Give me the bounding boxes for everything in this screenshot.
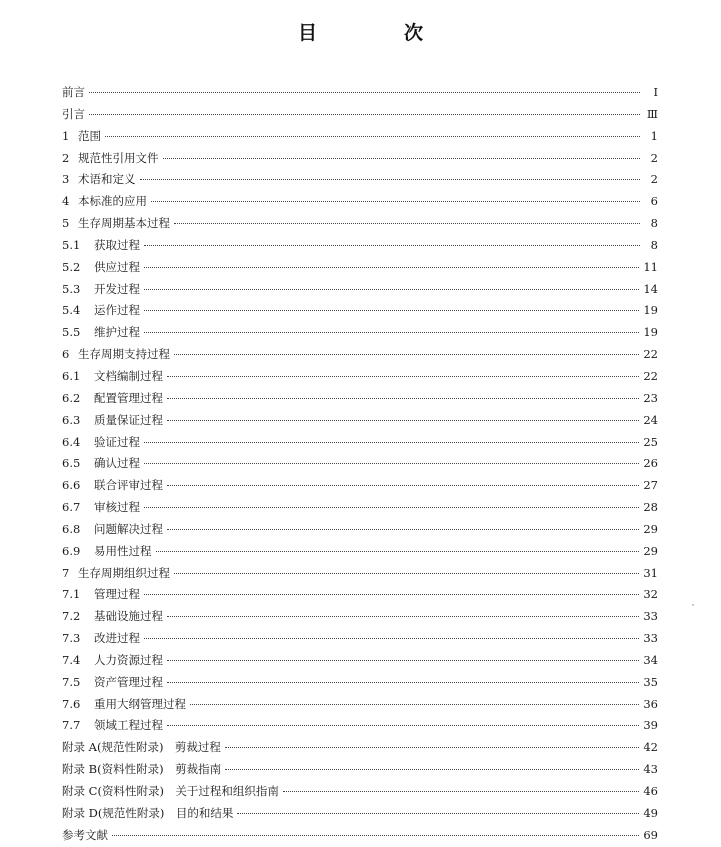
- toc-entry[interactable]: [62, 803, 658, 825]
- toc-entry-number: 6.6: [62, 478, 81, 493]
- toc-entry-page-number: 19: [643, 325, 658, 340]
- toc-entry-label: 术语和定义: [78, 172, 136, 187]
- toc-entry-number: 7: [62, 565, 70, 580]
- toc-entry-label: 质量保证过程: [94, 412, 163, 427]
- toc-entry[interactable]: [62, 694, 658, 716]
- toc-entry-label: 生存周期组织过程: [78, 565, 170, 580]
- toc-entry-label: 问题解决过程: [94, 521, 163, 536]
- toc-entry[interactable]: [62, 453, 658, 475]
- page-title: 目 次: [297, 22, 457, 44]
- toc-entry-number: 5.4: [62, 303, 81, 318]
- dot-leader: [283, 791, 639, 792]
- toc-entry-page-number: 2: [650, 150, 658, 165]
- dot-leader: [167, 660, 639, 661]
- dot-leader: [144, 289, 639, 290]
- dot-leader: [144, 310, 639, 311]
- dot-leader: [167, 485, 639, 486]
- toc-entry-page-number: 27: [643, 478, 658, 493]
- table-of-contents: [62, 82, 658, 847]
- toc-entry[interactable]: [62, 279, 658, 301]
- dot-leader: [225, 769, 639, 770]
- toc-entry[interactable]: [62, 191, 658, 213]
- toc-entry-page-number: 35: [643, 674, 658, 689]
- toc-entry-number: 4: [62, 194, 70, 209]
- toc-entry-label: 生存周期基本过程: [78, 216, 170, 231]
- toc-entry-page-number: 31: [643, 565, 658, 580]
- toc-entry[interactable]: [62, 628, 658, 650]
- toc-entry-page-number: 2: [650, 172, 658, 187]
- toc-entry-page-number: 32: [643, 587, 658, 602]
- toc-entry-number: 7.5: [62, 674, 81, 689]
- toc-entry-label: 联合评审过程: [94, 478, 163, 493]
- dot-leader: [174, 573, 639, 574]
- dot-leader: [144, 442, 639, 443]
- toc-entry-number: 5.5: [62, 325, 81, 340]
- toc-entry-page-number: 49: [643, 805, 658, 820]
- toc-entry-label: 附录 D(规范性附录) 目的和结果: [62, 805, 234, 820]
- toc-entry[interactable]: [62, 541, 658, 563]
- toc-entry[interactable]: [62, 213, 658, 235]
- toc-entry-page-number: 1: [650, 128, 658, 143]
- toc-entry-page-number: 19: [643, 303, 658, 318]
- toc-entry-page-number: 69: [643, 827, 658, 842]
- toc-entry[interactable]: [62, 322, 658, 344]
- toc-entry[interactable]: [62, 672, 658, 694]
- toc-entry-page-number: 36: [643, 696, 658, 711]
- toc-entry-number: 6.8: [62, 521, 81, 536]
- dot-leader: [167, 529, 639, 530]
- toc-entry-page-number: 8: [650, 237, 658, 252]
- dot-leader: [156, 551, 640, 552]
- toc-entry-number: 7.6: [62, 696, 81, 711]
- toc-entry-number: 2: [62, 150, 70, 165]
- toc-entry-label: 开发过程: [94, 281, 140, 296]
- toc-entry-number: 5.3: [62, 281, 81, 296]
- dot-leader: [112, 835, 639, 836]
- toc-entry-page-number: 33: [643, 609, 658, 624]
- toc-entry-label: 易用性过程: [94, 543, 152, 558]
- toc-entry-number: 6.1: [62, 368, 81, 383]
- toc-entry-label: 配置管理过程: [94, 390, 163, 405]
- toc-entry-label: 运作过程: [94, 303, 140, 318]
- dot-leader: [225, 747, 639, 748]
- toc-entry-number: 6.4: [62, 434, 81, 449]
- toc-entry-number: 5.1: [62, 237, 81, 252]
- toc-entry-page-number: 25: [643, 434, 658, 449]
- dot-leader: [174, 223, 640, 224]
- toc-entry-number: 6.9: [62, 543, 81, 558]
- toc-entry-page-number: 42: [643, 740, 658, 755]
- dot-leader: [167, 616, 639, 617]
- toc-entry-label: 基础设施过程: [94, 609, 163, 624]
- toc-entry[interactable]: [62, 366, 658, 388]
- toc-entry-page-number: 22: [643, 347, 658, 362]
- toc-entry-label: 资产管理过程: [94, 674, 163, 689]
- toc-entry[interactable]: [62, 432, 658, 454]
- toc-entry-page-number: 23: [643, 390, 658, 405]
- toc-entry[interactable]: [62, 169, 658, 191]
- toc-entry[interactable]: [62, 759, 658, 781]
- toc-entry[interactable]: [62, 257, 658, 279]
- toc-entry-label: 确认过程: [94, 456, 140, 471]
- toc-entry[interactable]: [62, 300, 658, 322]
- toc-entry-label: 本标准的应用: [78, 194, 147, 209]
- toc-entry-label: 人力资源过程: [94, 652, 163, 667]
- toc-entry-page-number: 22: [643, 368, 658, 383]
- toc-entry[interactable]: [62, 344, 658, 366]
- toc-entry[interactable]: [62, 148, 658, 170]
- toc-entry-page-number: Ⅰ: [653, 85, 658, 99]
- toc-entry-label: 附录 C(资料性附录) 关于过程和组织指南: [62, 784, 279, 798]
- toc-entry[interactable]: [62, 563, 658, 585]
- dot-leader: [167, 376, 639, 377]
- dot-leader: [163, 158, 641, 159]
- toc-entry-page-number: 14: [643, 281, 658, 296]
- toc-entry-number: 5.2: [62, 259, 81, 274]
- toc-entry-page-number: 39: [643, 718, 658, 733]
- dot-leader: [167, 682, 639, 683]
- toc-entry-page-number: 24: [643, 412, 658, 427]
- toc-entry-page-number: 34: [643, 652, 658, 667]
- dot-leader: [144, 638, 639, 639]
- dot-leader: [190, 704, 639, 705]
- toc-entry-label: 规范性引用文件: [78, 150, 159, 165]
- toc-entry-label: 文档编制过程: [94, 368, 163, 383]
- dot-leader: [105, 136, 640, 137]
- toc-entry-label: 审核过程: [94, 500, 140, 515]
- toc-entry-page-number: 33: [643, 631, 658, 646]
- toc-entry-number: 7.2: [62, 609, 81, 624]
- toc-entry-page-number: 11: [643, 259, 658, 274]
- dot-leader: [89, 92, 640, 93]
- dot-leader: [144, 267, 639, 268]
- toc-entry-label: 领域工程过程: [94, 718, 163, 733]
- dot-leader: [144, 245, 640, 246]
- dot-leader: [167, 420, 639, 421]
- toc-entry-label: 参考文献: [62, 827, 108, 842]
- dot-leader: [151, 201, 640, 202]
- toc-entry-page-number: 29: [643, 521, 658, 536]
- toc-entry-page-number: 28: [643, 500, 658, 515]
- dot-leader: [144, 507, 639, 508]
- toc-entry-label: 前言: [62, 85, 85, 99]
- dot-leader: [144, 332, 639, 333]
- toc-entry-label: 改进过程: [94, 631, 140, 646]
- toc-entry-page-number: 8: [650, 216, 658, 231]
- scan-speck: [692, 604, 694, 606]
- toc-entry-page-number: 46: [643, 784, 658, 798]
- toc-entry-page-number: 26: [643, 456, 658, 471]
- toc-entry-label: 附录 B(资料性附录) 剪裁指南: [62, 762, 222, 777]
- toc-entry-page-number: 6: [650, 194, 658, 209]
- toc-entry[interactable]: [62, 126, 658, 148]
- dot-leader: [174, 354, 639, 355]
- toc-entry-label: 维护过程: [94, 325, 140, 340]
- dot-leader: [89, 114, 640, 115]
- toc-entry-number: 6.2: [62, 390, 81, 405]
- toc-entry-number: 7.4: [62, 652, 81, 667]
- toc-entry-number: 7.3: [62, 631, 81, 646]
- toc-entry-label: 获取过程: [94, 237, 140, 252]
- toc-entry-page-number: 29: [643, 543, 658, 558]
- toc-entry[interactable]: [62, 781, 658, 803]
- toc-entry-label: 重用大纲管理过程: [94, 696, 186, 711]
- toc-entry[interactable]: [62, 388, 658, 410]
- toc-entry-number: 1: [62, 128, 70, 143]
- toc-entry[interactable]: [62, 519, 658, 541]
- toc-entry[interactable]: [62, 82, 658, 104]
- toc-entry-number: 7.1: [62, 587, 81, 602]
- dot-leader: [237, 813, 639, 814]
- toc-entry-number: 3: [62, 172, 70, 187]
- toc-entry-label: 生存周期支持过程: [78, 347, 170, 362]
- toc-entry-number: 7.7: [62, 718, 81, 733]
- toc-entry[interactable]: [62, 497, 658, 519]
- toc-entry[interactable]: [62, 584, 658, 606]
- toc-entry-label: 验证过程: [94, 434, 140, 449]
- dot-leader: [144, 463, 639, 464]
- toc-entry[interactable]: [62, 410, 658, 432]
- toc-entry[interactable]: [62, 737, 658, 759]
- toc-entry-label: 管理过程: [94, 587, 140, 602]
- toc-entry-label: 附录 A(规范性附录) 剪裁过程: [62, 740, 221, 755]
- toc-entry[interactable]: [62, 606, 658, 628]
- toc-entry-label: 供应过程: [94, 259, 140, 274]
- dot-leader: [144, 594, 639, 595]
- toc-entry[interactable]: [62, 235, 658, 257]
- toc-entry-number: 6.5: [62, 456, 81, 471]
- toc-entry[interactable]: [62, 650, 658, 672]
- toc-entry-number: 5: [62, 216, 70, 231]
- dot-leader: [167, 725, 639, 726]
- toc-entry[interactable]: [62, 104, 658, 126]
- toc-entry-number: 6.3: [62, 412, 81, 427]
- dot-leader: [167, 398, 639, 399]
- toc-entry-page-number: Ⅲ: [646, 106, 658, 121]
- toc-entry-label: 范围: [78, 128, 101, 143]
- toc-entry-label: 引言: [62, 106, 85, 121]
- toc-entry-number: 6: [62, 347, 70, 362]
- toc-entry[interactable]: [62, 825, 658, 847]
- toc-entry[interactable]: [62, 475, 658, 497]
- toc-entry[interactable]: [62, 715, 658, 737]
- dot-leader: [140, 179, 641, 180]
- toc-entry-page-number: 43: [643, 762, 658, 777]
- toc-entry-number: 6.7: [62, 500, 81, 515]
